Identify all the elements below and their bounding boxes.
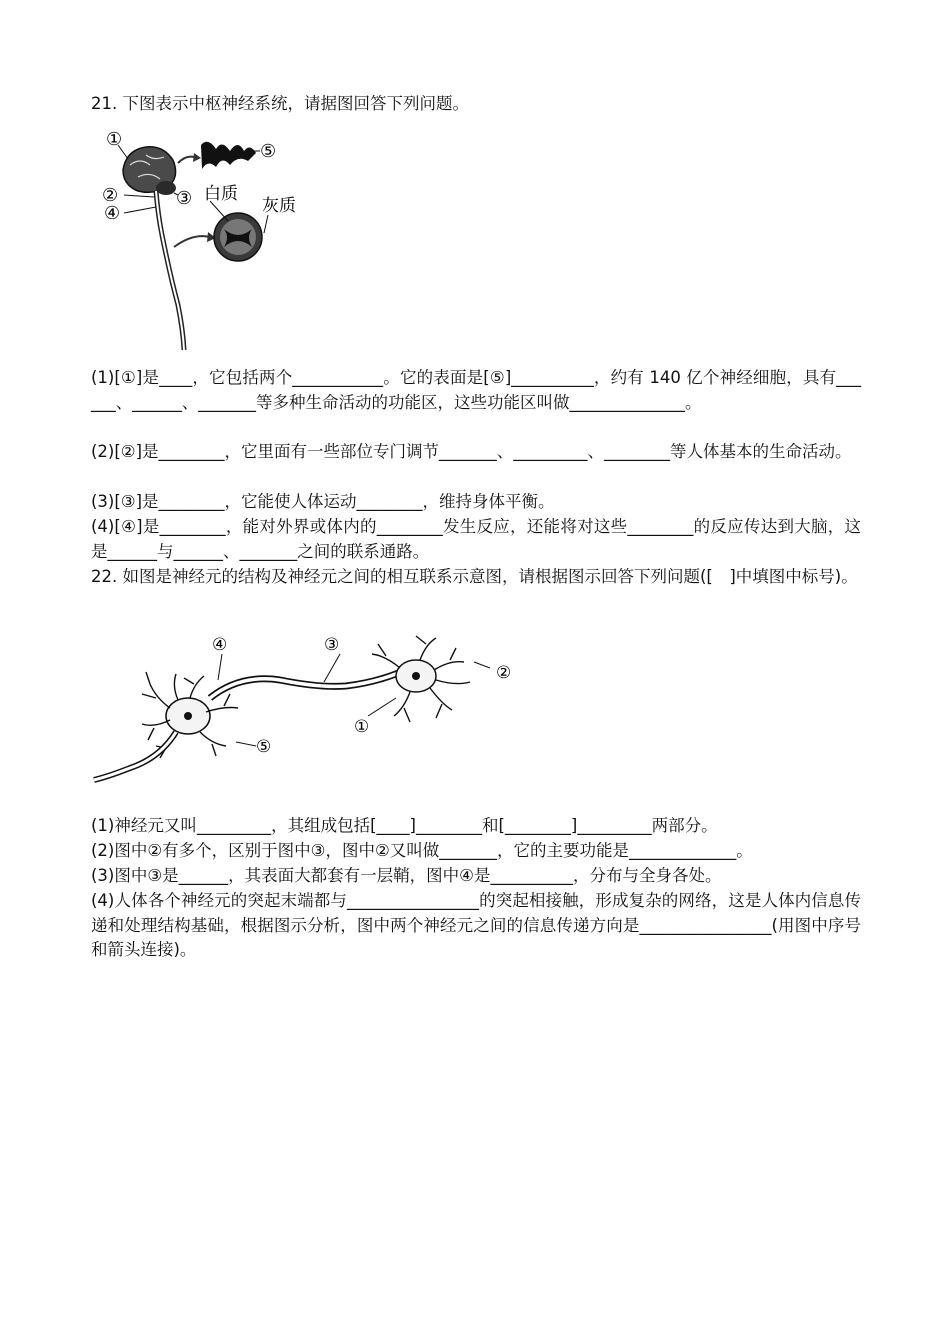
- label-white-matter: 白质: [204, 184, 238, 204]
- q22-item-3: (3)图中③是______，其表面大都套有一层鞘，图中④是__________，分布与全身各处。: [91, 866, 722, 885]
- label-1: ①: [106, 129, 123, 150]
- neuron-label-5: ⑤: [256, 737, 272, 757]
- neuron-label-4: ④: [212, 635, 228, 655]
- q21-item-2: (2)[②]是________，它里面有一些部位专门调节_______、_________、________等人体基本的生命活动。: [91, 442, 852, 461]
- q22-item-4: (4)人体各个神经元的突起末端都与________________的突起相接触，形成复杂的网络，这是人体内信息传递和处理结构基础，根据图示分析，图中两个神经元之间的信息传递方向是________________(用图中序号和箭头连接)。: [91, 891, 861, 959]
- label-gray-matter: 灰质: [262, 196, 296, 216]
- label-5: ⑤: [260, 141, 277, 162]
- cerebellum-shape: [156, 181, 176, 195]
- neuron-label-3: ③: [324, 635, 340, 655]
- neuron-diagram: [90, 628, 530, 788]
- q22-item-1: (1)神经元又叫_________，其组成包括[____]________和[________]_________两部分。: [91, 816, 718, 835]
- label-3: ③: [176, 188, 193, 209]
- label-4: ④: [104, 203, 121, 224]
- label-2: ②: [102, 185, 119, 206]
- q21-item-3: (3)[③]是________，它能使人体运动________，维持身体平衡。: [91, 492, 555, 511]
- cns-diagram: [98, 125, 298, 355]
- q21-item-4: (4)[④]是________，能对外界或体内的________发生反应，还能将对这些________的反应传达到大脑，这是______与______、_______之间的联系通路。: [91, 517, 861, 561]
- neuron-diagram-svg: [90, 628, 530, 788]
- neuron-label-1: ①: [354, 717, 370, 737]
- question-22-title: 22. 如图是神经元的结构及神经元之间的相互联系示意图，请根据图示回答下列问题([ ]中填图中标号)。: [91, 567, 858, 586]
- cortex-slice-shape: [201, 142, 256, 169]
- question-21-title: 21. 下图表示中枢神经系统，请据图回答下列问题。: [91, 94, 469, 113]
- q21-item-1: (1)[①]是____，它包括两个___________。它的表面是[⑤]__________，约有 140 亿个神经细胞，具有______、______、_______等多种生命活动的功能区，这些功能区叫做______________。: [91, 368, 861, 412]
- q22-item-2: (2)图中②有多个，区别于图中③，图中②又叫做_______，它的主要功能是_____________。: [91, 841, 753, 860]
- cns-diagram-svg: [98, 125, 298, 355]
- neuron-label-2: ②: [496, 663, 512, 683]
